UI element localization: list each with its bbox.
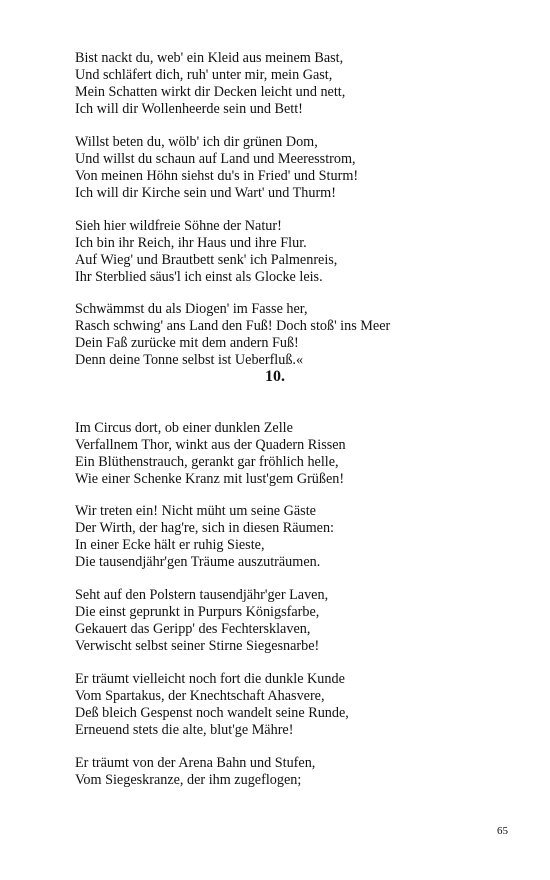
stanza-8 (75, 671, 475, 739)
verse-line: Denn deine Tonne selbst ist Ueberfluß.« (75, 352, 304, 368)
verse-line: Schwämmst du als Diogen' im Fasse her, (75, 301, 308, 317)
verse-line: Gekauert das Geripp' des Fechtersklaven, (75, 621, 311, 637)
verse-line: In einer Ecke hält er ruhig Sieste, (75, 537, 265, 553)
verse-line: Der Wirth, der hag're, sich in diesen Räumen: (75, 520, 334, 536)
verse-line: Ich bin ihr Reich, ihr Haus und ihre Flur. (75, 235, 307, 251)
stanza-4 (75, 301, 475, 369)
verse-line: Ein Blüthenstrauch, gerankt gar fröhlich helle, (75, 454, 339, 470)
stanza-5 (75, 420, 475, 488)
verse-line: Bist nackt du, web' ein Kleid aus meinem Bast, (75, 50, 344, 66)
section-number: 10. (265, 368, 285, 385)
verse-line: Mein Schatten wirkt dir Decken leicht und nett, (75, 84, 346, 100)
verse-line: Er träumt von der Arena Bahn und Stufen, (75, 755, 316, 771)
stanza-2 (75, 134, 475, 202)
verse-line: Und willst du schaun auf Land und Meeresstrom, (75, 151, 356, 167)
verse-line: Die einst geprunkt in Purpurs Königsfarbe, (75, 604, 320, 620)
verse-line: Sieh hier wildfreie Söhne der Natur! (75, 218, 282, 234)
verse-line: Ihr Sterblied säus'l ich einst als Glocke leis. (75, 269, 323, 285)
verse-line: Verfallnem Thor, winkt aus der Quadern Rissen (75, 437, 346, 453)
page-number: 65 (497, 825, 508, 837)
verse-line: Erneuend stets die alte, blut'ge Mähre! (75, 722, 294, 738)
verse-line: Vom Spartakus, der Knechtschaft Ahasvere, (75, 688, 325, 704)
verse-line: Von meinen Höhn siehst du's in Fried' und Sturm! (75, 168, 359, 184)
verse-line: Die tausendjähr'gen Träume auszuträumen. (75, 554, 321, 570)
verse-line: Ich will dir Wollenheerde sein und Bett! (75, 101, 303, 117)
verse-line: Deß bleich Gespenst noch wandelt seine Runde, (75, 705, 349, 721)
verse-line: Wir treten ein! Nicht müht um seine Gäste (75, 503, 316, 519)
verse-line: Dein Faß zurücke mit dem andern Fuß! (75, 335, 299, 351)
stanza-3 (75, 218, 475, 286)
verse-line: Er träumt vielleicht noch fort die dunkle Kunde (75, 671, 345, 687)
verse-line: Im Circus dort, ob einer dunklen Zelle (75, 420, 293, 436)
stanza-1 (75, 50, 475, 118)
stanza-7 (75, 587, 475, 655)
verse-line: Seht auf den Polstern tausendjähr'ger Laven, (75, 587, 329, 603)
verse-line: Und schläfert dich, ruh' unter mir, mein Gast, (75, 67, 333, 83)
verse-line: Vom Siegeskranze, der ihm zugeflogen; (75, 772, 302, 788)
verse-line: Ich will dir Kirche sein und Wart' und Thurm! (75, 185, 336, 201)
verse-line: Willst beten du, wölb' ich dir grünen Dom, (75, 134, 318, 150)
verse-line: Wie einer Schenke Kranz mit lust'gem Grüßen! (75, 471, 345, 487)
verse-line: Verwischt selbst seiner Stirne Siegesnarbe! (75, 638, 320, 654)
stanza-9 (75, 755, 475, 789)
verse-line: Rasch schwing' ans Land den Fuß! Doch stoß' ins Meer (75, 318, 391, 334)
stanza-6 (75, 503, 475, 571)
verse-line: Auf Wieg' und Brautbett senk' ich Palmenreis, (75, 252, 338, 268)
